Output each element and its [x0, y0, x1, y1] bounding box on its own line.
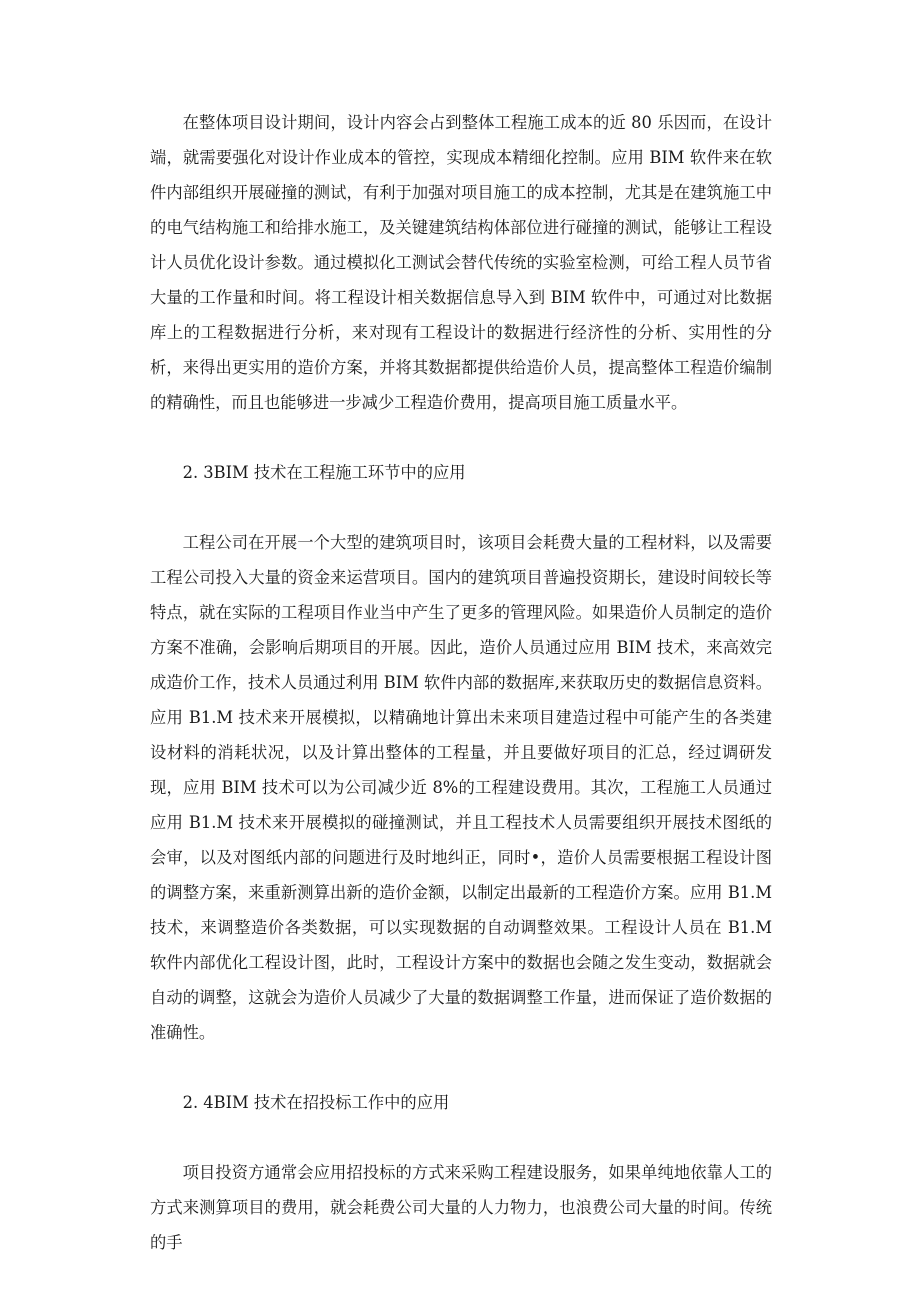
document-body: [150, 105, 772, 1260]
paragraph-construction-stage: 工程公司在开展一个大型的建筑项目时，该项目会耗费大量的工程材料，以及需要工程公司投入大量的资金来运营项目。国内的建筑项目普遍投资期长，建设时间较长等特点，就在实际的工程项目作业当中产生了更多的管理风险。如果造价人员制定的造价方案不准确，会影响后期项目的开展。因此，造价人员通过应用 BIM 技术，来高效完成造价工作，技术人员通过利用 BIM 软件内部的数据库,来获取历史的数据信息资料。应用 B1.M 技术来开展模拟，以精确地计算出未来项目建造过程中可能产生的各类建设材料的消耗状况，以及计算出整体的工程量，并且要做好项目的汇总，经过调研发现，应用 BIM 技术可以为公司减少近 8%的工程建设费用。其次，工程施工人员通过应用 B1.M 技术来开展模拟的碰撞测试，并且工程技术人员需要组织开展技术图纸的会审，以及对图纸内部的问题进行及时地纠正，同时•，造价人员需要根据工程设计图的调整方案，来重新测算出新的造价金额，以制定出最新的工程造价方案。应用 B1.M 技术，来调整造价各类数据，可以实现数据的自动调整效果。工程设计人员在 B1.M 软件内部优化工程设计图，此时，工程设计方案中的数据也会随之发生变动，数据就会自动的调整，这就会为造价人员减少了大量的数据调整工作量，进而保证了造价数据的准确性。: [150, 533, 772, 1042]
paragraph-spacer: [150, 490, 772, 525]
paragraph-spacer: [150, 1050, 772, 1085]
section-heading-2-4: 2. 4BIM 技术在招投标工作中的应用: [182, 1093, 450, 1112]
section-heading-2-3: 2. 3BIM 技术在工程施工环节中的应用: [182, 463, 466, 482]
paragraph-spacer: [150, 1120, 772, 1155]
paragraph-bidding: 项目投资方通常会应用招投标的方式来采购工程建设服务，如果单纯地依靠人工的方式来测算项目的费用，就会耗费公司大量的人力物力，也浪费公司大量的时间。传统的手: [150, 1163, 772, 1252]
paragraph-design-cost: 在整体项目设计期间，设计内容会占到整体工程施工成本的近 80 乐因而，在设计端，就需要强化对设计作业成本的管控，实现成本精细化控制。应用 BIM 软件来在软件内部组织开展碰撞的测试，有利于加强对项目施工的成本控制，尤其是在建筑施工中的电气结构施工和给排水施工，及关键建筑结构体部位进行碰撞的测试，能够让工程设计人员优化设计参数。通过模拟化工测试会替代传统的实验室检测，可给工程人员节省大量的工作量和时间。将工程设计相关数据信息导入到 BIM 软件中，可通过对比数据库上的工程数据进行分析，来对现有工程设计的数据进行经济性的分析、实用性的分析，来得出更实用的造价方案，并将其数据都提供给造价人员，提高整体工程造价编制的精确性，而且也能够进一步减少工程造价费用，提高项目施工质量水平。: [150, 113, 772, 412]
paragraph-spacer: [150, 420, 772, 455]
